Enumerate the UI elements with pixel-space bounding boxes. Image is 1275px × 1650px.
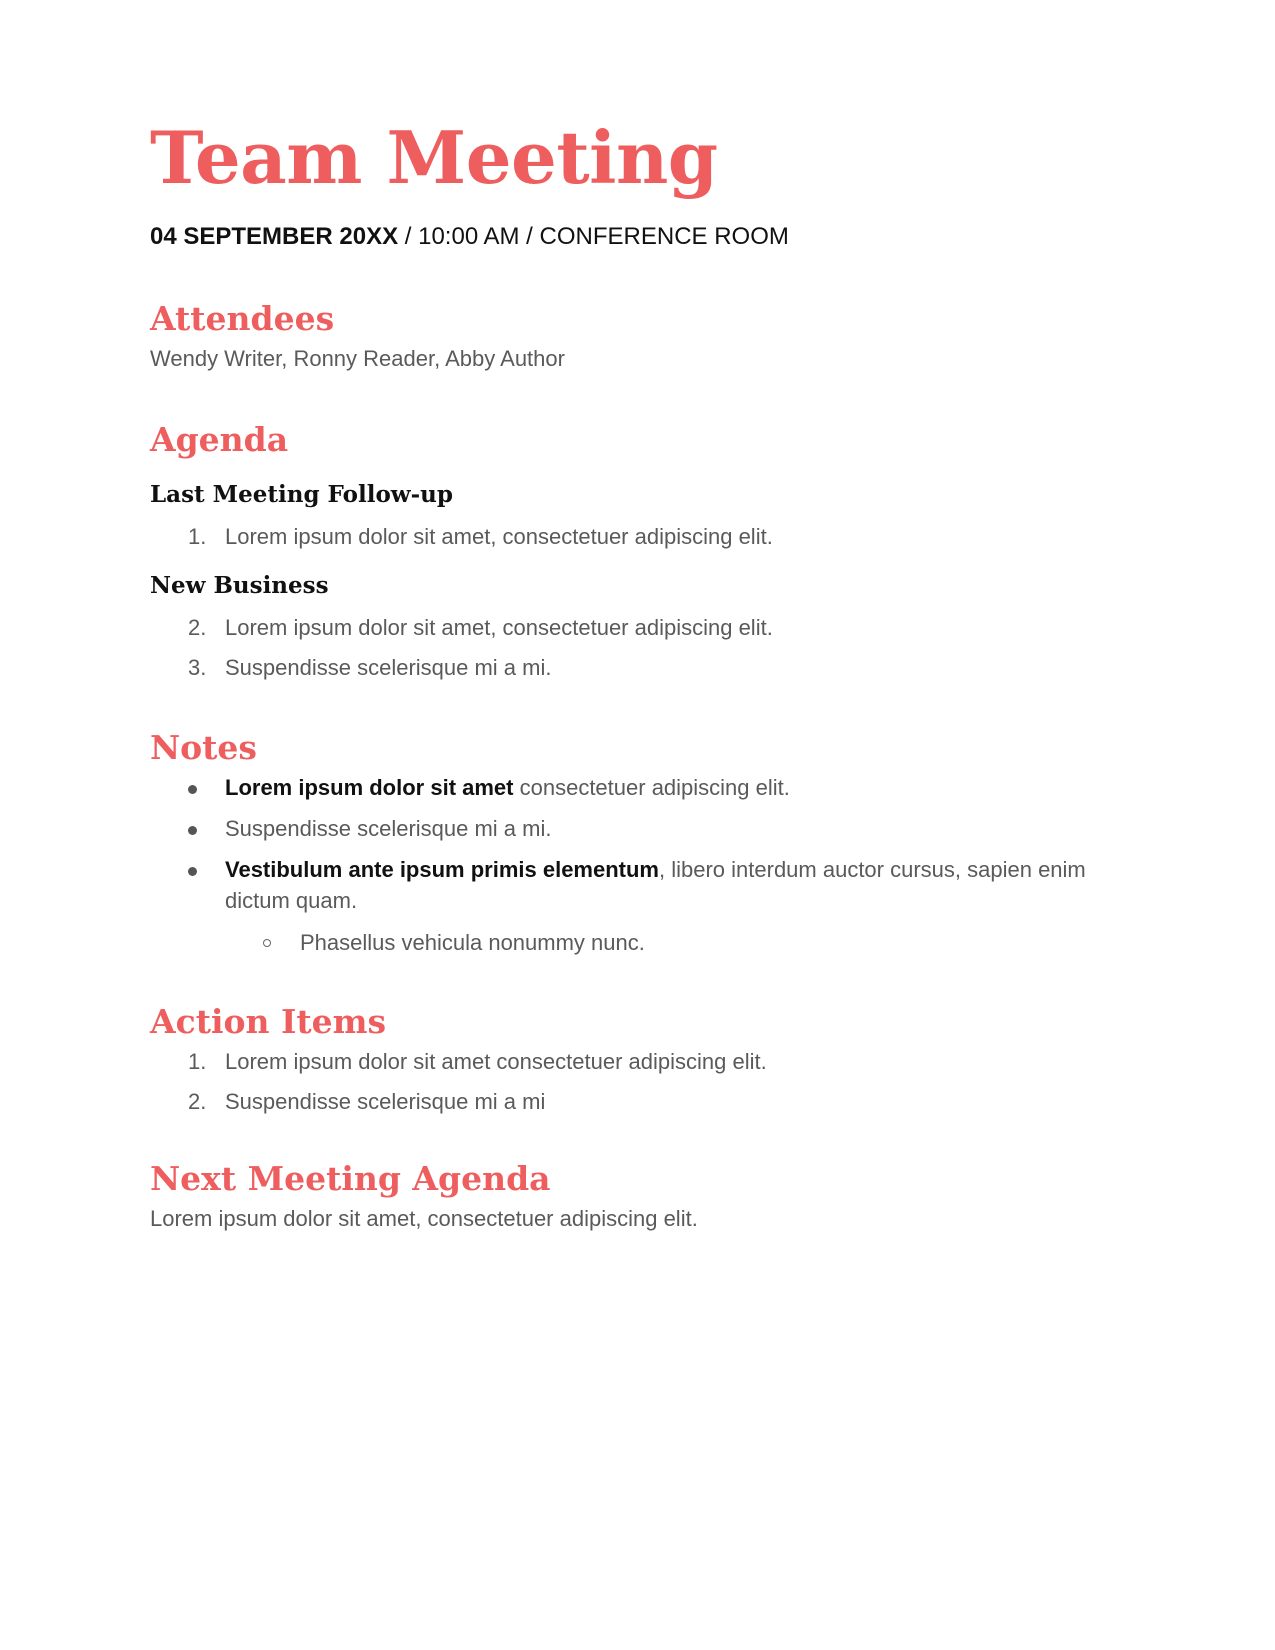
next-meeting-heading: Next Meeting Agenda	[150, 1158, 551, 1198]
list-number: 2.	[188, 614, 207, 640]
agenda-subheading-followup: Last Meeting Follow-up	[150, 481, 453, 509]
list-item-text: Lorem ipsum dolor sit amet consectetuer adipiscing elit.	[225, 1048, 767, 1074]
meeting-meta	[150, 223, 1125, 251]
document-title: Team Meeting	[150, 115, 718, 200]
agenda-subheading-new-business: New Business	[150, 572, 329, 600]
agenda-section	[150, 420, 1125, 683]
agenda-heading: Agenda	[150, 419, 289, 459]
note-bold-text: Vestibulum ante ipsum primis elementum	[225, 857, 659, 883]
bullet-icon	[188, 826, 197, 835]
note-subitem-text: Phasellus vehicula nonummy nunc.	[300, 929, 645, 955]
notes-section	[150, 728, 1125, 958]
hollow-bullet-icon	[263, 939, 271, 947]
list-item	[150, 1086, 1125, 1117]
next-meeting-text: Lorem ipsum dolor sit amet, consectetuer adipiscing elit.	[150, 1205, 698, 1231]
list-item	[150, 521, 1125, 552]
note-bold-text: Lorem ipsum dolor sit amet	[225, 774, 514, 800]
bullet-icon	[188, 785, 197, 794]
action-items-section	[150, 1002, 1125, 1117]
list-item	[150, 612, 1125, 643]
notes-heading: Notes	[150, 728, 257, 768]
agenda-new-business-list	[150, 612, 1125, 683]
list-number: 1.	[188, 523, 207, 549]
document-content	[150, 115, 1125, 1234]
meeting-time-location: / 10:00 AM / CONFERENCE ROOM	[398, 223, 789, 251]
attendees-section	[150, 299, 1125, 374]
list-item-text: Lorem ipsum dolor sit amet, consectetuer adipiscing elit.	[225, 523, 773, 549]
list-item-text: Lorem ipsum dolor sit amet, consectetuer adipiscing elit.	[225, 614, 773, 640]
next-meeting-section	[150, 1159, 1125, 1234]
list-item	[150, 772, 1125, 803]
list-item-text: Suspendisse scelerisque mi a mi.	[225, 654, 552, 680]
list-number: 2.	[188, 1088, 207, 1114]
list-number: 3.	[188, 654, 207, 680]
note-text: , libero interdum auctor cursus, sapien enim dictum quam.	[225, 857, 1086, 914]
bullet-icon	[188, 867, 197, 876]
action-items-heading: Action Items	[150, 1001, 387, 1041]
list-subitem	[150, 927, 1125, 958]
list-item	[150, 813, 1125, 844]
action-items-list	[150, 1046, 1125, 1117]
attendees-list: Wendy Writer, Ronny Reader, Abby Author	[150, 345, 565, 371]
list-item	[150, 652, 1125, 683]
attendees-heading: Attendees	[150, 299, 335, 339]
list-item-text: Suspendisse scelerisque mi a mi	[225, 1088, 546, 1114]
list-item	[150, 854, 1125, 916]
list-number: 1.	[188, 1048, 207, 1074]
note-text: Suspendisse scelerisque mi a mi.	[225, 815, 552, 841]
list-item	[150, 1046, 1125, 1077]
notes-list	[150, 772, 1125, 958]
meeting-date: 04 SEPTEMBER 20XX	[150, 223, 399, 251]
note-text: consectetuer adipiscing elit.	[513, 774, 790, 800]
agenda-followup-list	[150, 521, 1125, 552]
